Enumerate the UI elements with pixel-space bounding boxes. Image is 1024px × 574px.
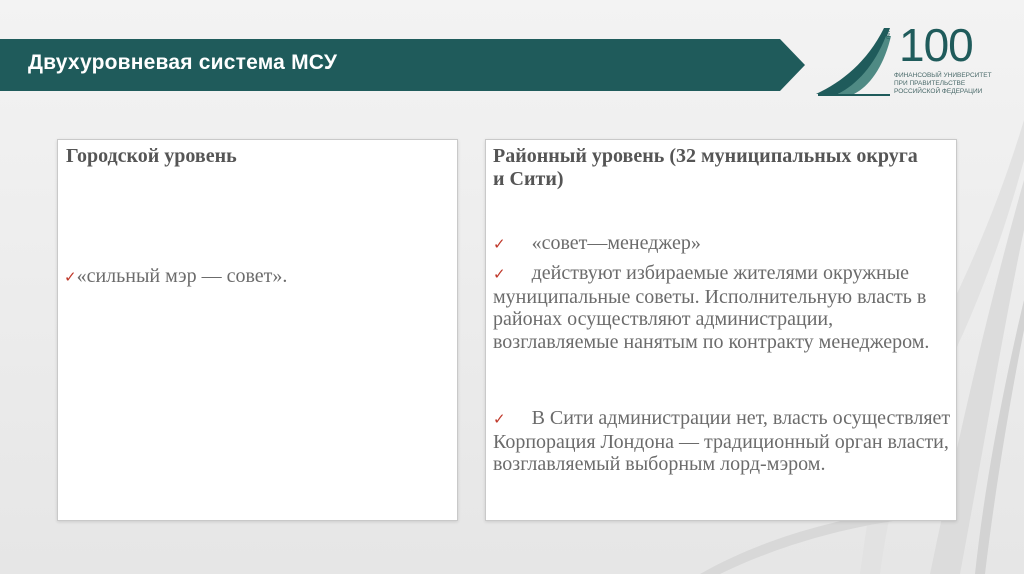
district-item-text: В Сити администрации нет, власть осуществляет Корпорация Лондона — традиционный орган власти, возглавляемый выборным лорд-мэром. [493,407,951,475]
district-level-heading: Районный уровень (32 муниципальных округа и Сити) [493,145,918,190]
city-level-box [57,139,458,521]
slide-title: Двухуровневая система МСУ [28,51,338,74]
logo-caption-line2: ПРИ ПРАВИТЕЛЬСТВЕ [894,80,966,87]
district-item-text: действуют избираемые жителями окружные муниципальные советы. Исполнительную власть в районах осуществляют администрации, возглавляемые нанятым по контракту менеджером. [493,262,930,353]
checkmark-icon: ✓ [493,235,506,253]
logo-caption [894,72,1014,96]
district-level-box [485,139,957,521]
district-item-councils [493,262,953,353]
city-level-item-text: «сильный мэр — совет». [76,265,288,287]
checkmark-icon: ✓ [493,265,506,283]
checkmark-icon: ✓ [64,268,77,286]
checkmark-icon: ✓ [493,410,506,428]
city-level-heading: Городской уровень [66,145,237,167]
logo-caption-line1: ФИНАНСОВЫЙ УНИВЕРСИТЕТ [894,72,992,79]
logo-years-label: лет [886,30,892,40]
district-item-city [493,407,953,476]
district-item-council-manager [493,232,953,256]
city-level-item [64,265,287,289]
logo-number: 100 [899,19,973,71]
logo-caption-line3: РОССИЙСКОЙ ФЕДЕРАЦИИ [894,88,983,95]
district-item-text: «совет—менеджер» [531,232,701,254]
